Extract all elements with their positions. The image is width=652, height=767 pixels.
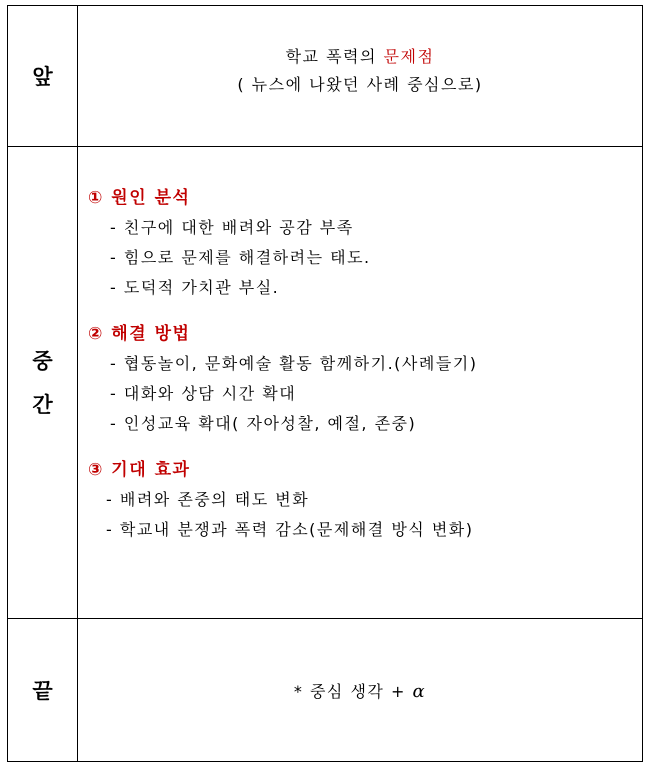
list-item: - 배려와 존중의 태도 변화: [106, 490, 310, 509]
list-item: - 도덕적 가치관 부실.: [110, 278, 280, 297]
intro-content-cell: [78, 6, 643, 147]
list-item: - 대화와 상담 시간 확대: [110, 384, 297, 403]
section-heading: ② 해결 방법: [88, 324, 191, 344]
intro-title-highlight: 문제점: [383, 47, 435, 66]
intro-row: [8, 6, 643, 147]
outro-content: [78, 619, 643, 762]
section-solutions: [88, 319, 642, 439]
body-label-line2: 간: [32, 392, 53, 417]
section-effects: [88, 455, 642, 545]
list-item: - 협동놀이, 문화예술 활동 함께하기.(사례들기): [110, 354, 478, 373]
intro-content: [78, 6, 642, 99]
outro-text: * 중심 생각 +: [293, 681, 413, 701]
list-item: - 인성교육 확대( 자아성찰, 예절, 존중): [110, 414, 417, 433]
body-label-line1: 중: [32, 348, 53, 373]
section-heading: ① 원인 분석: [88, 188, 191, 208]
section-heading: ③ 기대 효과: [88, 460, 191, 480]
intro-label: 앞: [8, 6, 78, 147]
outline-table: [7, 5, 643, 762]
list-item: - 학교내 분쟁과 폭력 감소(문제해결 방식 변화): [106, 520, 474, 539]
list-item: - 친구에 대한 배려와 공감 부족: [110, 218, 354, 237]
outro-row: [8, 619, 643, 762]
body-row: [8, 147, 643, 619]
intro-title: [78, 43, 642, 71]
body-content-cell: [78, 147, 643, 619]
intro-title-prefix: 학교 폭력의: [285, 47, 384, 66]
intro-subtitle: ( 뉴스에 나왔던 사례 중심으로): [237, 75, 483, 94]
list-item: - 힘으로 문제를 해결하려는 태도.: [110, 248, 371, 267]
section-causes: [88, 183, 642, 303]
body-content: [78, 147, 642, 545]
body-label-stack: [32, 339, 52, 427]
outro-label: 끝: [8, 619, 78, 762]
body-label: [8, 147, 78, 619]
alpha-symbol: α: [412, 680, 427, 702]
